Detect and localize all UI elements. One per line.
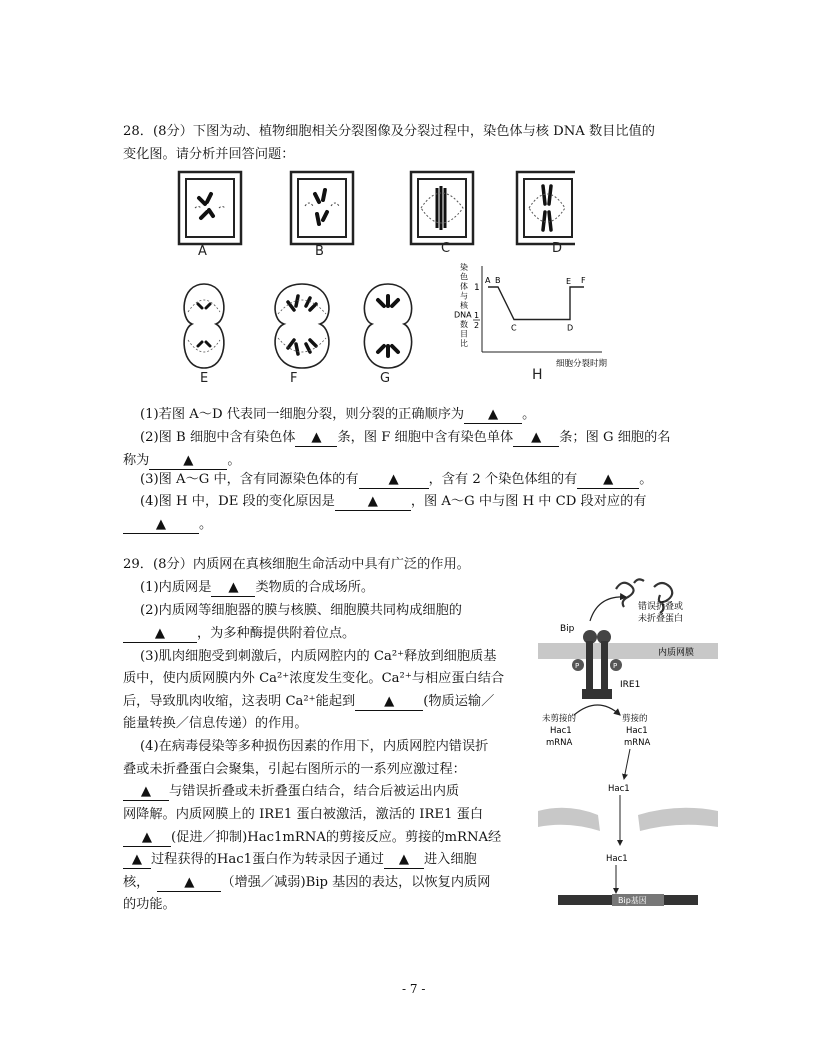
answer-blank[interactable]: ▲ — [464, 407, 522, 424]
hac1-label-a: Hac1 — [608, 784, 630, 794]
label-a: A — [198, 244, 207, 259]
nuclear-envelope — [538, 808, 600, 831]
nuclear-envelope — [638, 808, 718, 831]
q28-sub2-line1: (2)图 B 细胞中含有染色体 ▲ 条，图 F 细胞中含有染色单体 ▲ 条；图 G 细胞的名 — [140, 430, 671, 445]
er-stress-diagram — [538, 575, 718, 915]
ire1-icon — [586, 641, 593, 689]
misfold-label-2: 未折叠蛋白 — [638, 614, 684, 624]
q28-header-line1: 28．(8分）下图为动、植物细胞相关分裂图像及分裂过程中，染色体与核 DNA 数目比值的 — [123, 124, 655, 139]
graph-h-ylabel-char: 体 — [460, 282, 468, 291]
answer-blank[interactable]: ▲ — [384, 852, 424, 869]
label-g: G — [380, 371, 391, 386]
q29-line12: ▲ (促进／抑制)Hac1mRNA的剪接反应。剪接的mRNA经 — [123, 828, 501, 848]
animal-cell-figures — [178, 282, 418, 372]
graph-h-tick-half-den: 2 — [474, 321, 480, 330]
unspliced-label-2: Hac1 — [550, 726, 572, 736]
spliced-label-2: Hac1 — [626, 726, 648, 736]
answer-blank[interactable]: ▲ — [149, 453, 227, 470]
label-b: B — [315, 244, 324, 259]
q29-line1: (1)内质网是 ▲ 类物质的合成场所。 — [140, 580, 375, 595]
q28-sub1: (1)若图 A～D 代表同一细胞分裂，则分裂的正确顺序为 ▲ 。 — [140, 407, 536, 422]
label-c: C — [441, 241, 451, 256]
answer-blank[interactable]: ▲ — [123, 626, 197, 643]
graph-h-point-label-b: B — [495, 276, 501, 285]
spliced-label-1: 剪接的 — [622, 714, 648, 724]
answer-blank[interactable]: ▲ — [157, 875, 221, 892]
graph-h-point-label-c: C — [511, 323, 517, 333]
answer-blank[interactable]: ▲ — [123, 784, 169, 801]
q29-line3: ▲ ，为多种酶提供附着位点。 — [123, 624, 355, 644]
q28-sub4-line1: (4)图 H 中，DE 段的变化原因是 ▲ ，图 A～G 中与图 H 中 CD 段对应的有 — [140, 494, 647, 509]
ire1-icon — [601, 641, 608, 689]
graph-h-point-label-e: E — [566, 277, 572, 286]
animal-cell-g — [364, 284, 411, 368]
label-e: E — [200, 371, 209, 386]
q29-line8: (4)在病毒侵染等多种损伤因素的作用下，内质网腔内错误折 — [140, 739, 489, 754]
graph-h-ylabel-char: 比 — [460, 339, 468, 348]
q28-header-line2: 变化图。请分析并回答问题： — [123, 147, 295, 162]
animal-cell-f — [275, 284, 329, 368]
hac1-label-b: Hac1 — [606, 854, 628, 864]
ire1-label: IRE1 — [620, 680, 641, 690]
plant-cell-b — [291, 172, 353, 244]
answer-blank[interactable]: ▲ — [335, 494, 411, 511]
unspliced-label-3: mRNA — [546, 738, 573, 748]
graph-h-ylabel-char: 核 — [460, 301, 468, 310]
page-number: - 7 - — [402, 982, 426, 996]
graph-h-ylabel-char: 数 — [460, 320, 468, 329]
graph-h-point-label-d: D — [567, 323, 574, 333]
q29-line5: 质中，使内质网膜内外 Ca²⁺浓度发生变化。Ca²⁺与相应蛋白结合 — [123, 671, 505, 686]
q29-line15: 的功能。 — [123, 897, 176, 912]
misfold-label-1: 错误折叠或 — [638, 602, 684, 612]
q29-line6: 后，导致肌肉收缩，这表明 Ca²⁺能起到 ▲ (物质运输／ — [123, 694, 495, 709]
binding-arrow — [590, 597, 626, 621]
answer-blank[interactable]: ▲ — [123, 830, 171, 847]
graph-h-ylabel-char: 与 — [460, 291, 468, 301]
er-membrane-label: 内质网膜 — [658, 648, 695, 658]
answer-blank[interactable]: ▲ — [359, 472, 429, 489]
graph-h-point-label-f: F — [581, 276, 586, 285]
unspliced-label-1: 未剪接的 — [542, 714, 577, 724]
bip-gene-label: Bip基因 — [618, 896, 647, 905]
graph-h-series-line — [488, 287, 584, 320]
q29-line11: 网降解。内质网膜上的 IRE1 蛋白被激活，激活的 IRE1 蛋白 — [123, 807, 484, 822]
graph-h-xlabel: 细胞分裂时期 — [556, 359, 608, 369]
answer-blank[interactable]: ▲ — [123, 852, 151, 869]
plant-cell-a — [179, 172, 241, 244]
splice-arrow — [574, 705, 620, 715]
q28-sub4-line2: ▲ 。 — [123, 515, 212, 535]
answer-blank[interactable]: ▲ — [211, 580, 255, 597]
q29-line7: 能量转换／信息传递）的作用。 — [123, 716, 308, 731]
q29-line2: (2)内质网等细胞器的膜与核膜、细胞膜共同构成细胞的 — [140, 603, 462, 618]
answer-blank[interactable]: ▲ — [577, 472, 639, 489]
q29-line9: 叠或未折叠蛋白会聚集，引起右图所示的一系列应激过程： — [123, 762, 466, 777]
q29-line14: 核， ▲ （增强／减弱)Bip 基因的表达，以恢复内质网 — [123, 875, 491, 890]
graph-h-tick-half-num: 1 — [474, 311, 480, 320]
q29-line4: (3)肌肉细胞受到刺激后，内质网腔内的 Ca²⁺释放到细胞质基 — [140, 649, 497, 664]
graph-h-ylabel-char: DNA — [454, 310, 472, 320]
graph-h-point-label-a: A — [485, 276, 491, 285]
bip-label: Bip — [560, 624, 575, 634]
answer-blank[interactable]: ▲ — [355, 694, 423, 711]
label-f: F — [290, 371, 298, 386]
graph-h-tick-one: 1 — [474, 283, 480, 293]
plant-cell-c — [411, 172, 473, 244]
answer-blank[interactable]: ▲ — [295, 430, 337, 447]
answer-blank[interactable]: ▲ — [513, 430, 559, 447]
answer-blank[interactable]: ▲ — [123, 517, 199, 534]
animal-cell-e — [184, 284, 224, 368]
graph-h-ylabel-char: 染 — [460, 263, 468, 272]
graph-h-ylabel — [454, 262, 472, 348]
q29-line13: ▲ 过程获得的Hac1蛋白作为转录因子通过 ▲ 进入细胞 — [123, 850, 477, 870]
label-h: H — [532, 367, 543, 383]
label-d: D — [552, 241, 563, 256]
graph-h-ylabel-char: 色 — [460, 272, 468, 282]
phosphate-label: P — [613, 662, 618, 670]
phosphate-label: P — [575, 662, 580, 670]
plant-cell-figures — [175, 168, 575, 258]
plant-cell-d — [517, 172, 575, 244]
q29-header: 29．(8分）内质网在真核细胞生命活动中具有广泛的作用。 — [123, 557, 470, 572]
graph-h-ylabel-char: 目 — [460, 329, 468, 339]
q28-sub2-line2: 称为 ▲ 。 — [123, 453, 241, 468]
q28-sub3: (3)图 A～G 中，含有同源染色体的有 ▲ ，含有 2 个染色体组的有 ▲ 。 — [140, 472, 653, 487]
spliced-label-3: mRNA — [624, 738, 651, 748]
q29-line10: ▲ 与错误折叠或未折叠蛋白结合，结合后被运出内质 — [123, 782, 459, 802]
